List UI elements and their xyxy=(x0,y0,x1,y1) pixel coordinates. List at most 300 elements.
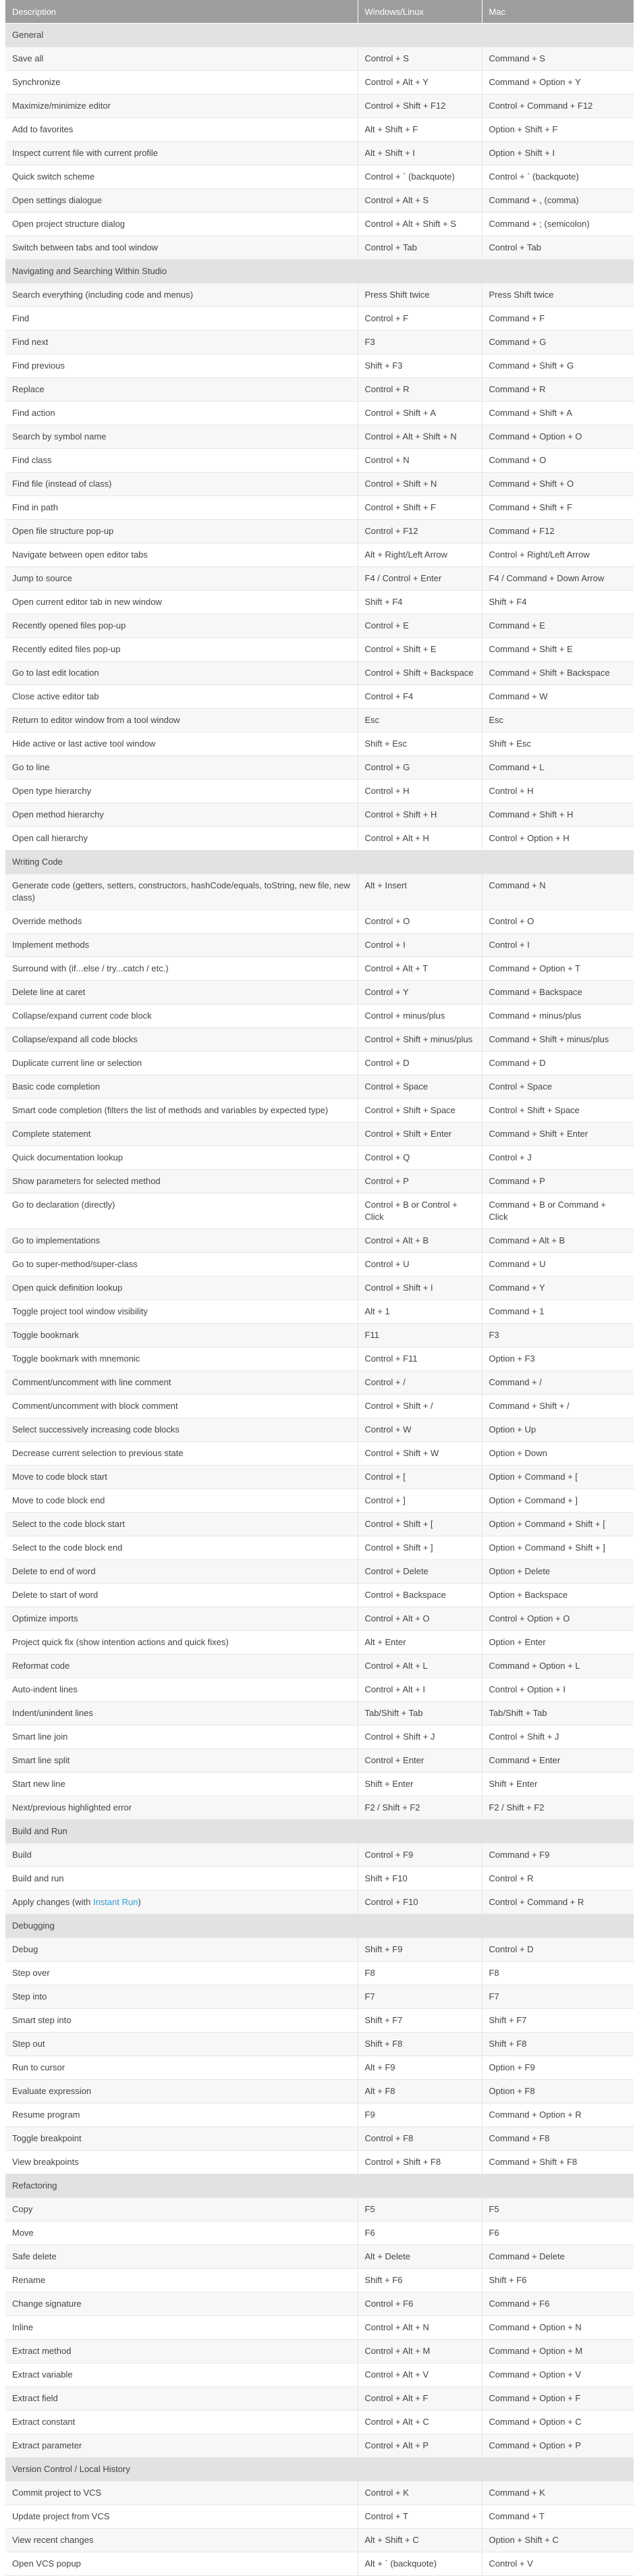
table-row xyxy=(5,1170,634,1193)
mac-shortcut: Option + Command + Shift + ] xyxy=(482,1536,634,1560)
windows-shortcut: Shift + F7 xyxy=(358,2009,482,2033)
windows-shortcut: Control + minus/plus xyxy=(358,1004,482,1028)
windows-shortcut: Alt + ` (backquote) xyxy=(358,2552,482,2576)
mac-shortcut: Option + Shift + C xyxy=(482,2529,634,2552)
table-row xyxy=(5,2222,634,2245)
mac-shortcut: Control + Option + O xyxy=(482,1607,634,1631)
windows-shortcut: Control + F6 xyxy=(358,2292,482,2316)
action-description: Project quick fix (show intention actions and quick fixes) xyxy=(5,1631,358,1655)
table-row xyxy=(5,910,634,934)
table-row xyxy=(5,2316,634,2340)
action-description: Basic code completion xyxy=(5,1075,358,1099)
windows-shortcut: Control + Alt + H xyxy=(358,827,482,851)
mac-shortcut: Command + Option + V xyxy=(482,2363,634,2387)
action-description: Inline xyxy=(5,2316,358,2340)
table-row xyxy=(5,662,634,685)
mac-shortcut: Command + Option + O xyxy=(482,425,634,449)
table-row xyxy=(5,1844,634,1867)
table-row xyxy=(5,520,634,543)
action-description: Find next xyxy=(5,331,358,354)
table-row xyxy=(5,1099,634,1123)
table-row xyxy=(5,1725,634,1749)
windows-shortcut: Control + Alt + Y xyxy=(358,71,482,95)
table-row xyxy=(5,2269,634,2292)
action-description: Navigate between open editor tabs xyxy=(5,543,358,567)
column-header-description: Description xyxy=(5,0,358,24)
action-description: Select to the code block start xyxy=(5,1513,358,1536)
action-description: Indent/unindent lines xyxy=(5,1702,358,1725)
table-row xyxy=(5,614,634,638)
table-row xyxy=(5,827,634,851)
action-description: Reformat code xyxy=(5,1655,358,1678)
mac-shortcut: Shift + Enter xyxy=(482,1773,634,1796)
mac-shortcut: Command + Enter xyxy=(482,1749,634,1773)
windows-shortcut: F8 xyxy=(358,1962,482,1985)
action-description: Update project from VCS xyxy=(5,2505,358,2529)
table-row xyxy=(5,1371,634,1395)
windows-shortcut: Control + F10 xyxy=(358,1891,482,1914)
action-description: Open settings dialogue xyxy=(5,189,358,213)
mac-shortcut: Command + / xyxy=(482,1371,634,1395)
mac-shortcut: Command + D xyxy=(482,1052,634,1075)
table-row xyxy=(5,2245,634,2269)
table-row xyxy=(5,1466,634,1489)
action-description: Copy xyxy=(5,2198,358,2222)
windows-shortcut: Alt + Right/Left Arrow xyxy=(358,543,482,567)
mac-shortcut: Option + Delete xyxy=(482,1560,634,1584)
windows-shortcut: Control + Alt + I xyxy=(358,1678,482,1702)
windows-shortcut: Control + T xyxy=(358,2505,482,2529)
windows-shortcut: F11 xyxy=(358,1324,482,1347)
table-row xyxy=(5,2103,634,2127)
table-row xyxy=(5,1418,634,1442)
windows-shortcut: Alt + F9 xyxy=(358,2056,482,2080)
mac-shortcut: Command + Option + N xyxy=(482,2316,634,2340)
windows-shortcut: Control + Alt + Shift + S xyxy=(358,213,482,236)
mac-shortcut: Control + Space xyxy=(482,1075,634,1099)
mac-shortcut: Shift + Esc xyxy=(482,732,634,756)
mac-shortcut: Option + Command + Shift + [ xyxy=(482,1513,634,1536)
action-description: Override methods xyxy=(5,910,358,934)
table-row xyxy=(5,1584,634,1607)
mac-shortcut: Command + F xyxy=(482,307,634,331)
mac-shortcut: Option + Up xyxy=(482,1418,634,1442)
table-row xyxy=(5,1891,634,1914)
mac-shortcut: Command + Shift + Backspace xyxy=(482,662,634,685)
mac-shortcut: F4 / Command + Down Arrow xyxy=(482,567,634,591)
windows-shortcut: F4 / Control + Enter xyxy=(358,567,482,591)
windows-shortcut: Control + P xyxy=(358,1170,482,1193)
action-description: Extract field xyxy=(5,2387,358,2411)
windows-shortcut: Control + Space xyxy=(358,1075,482,1099)
section-header-build-and-run xyxy=(5,1820,634,1844)
windows-shortcut: Control + Alt + F xyxy=(358,2387,482,2411)
action-description: Step out xyxy=(5,2033,358,2056)
mac-shortcut: Command + F12 xyxy=(482,520,634,543)
table-row xyxy=(5,1395,634,1418)
windows-shortcut: Control + Shift + ] xyxy=(358,1536,482,1560)
table-row xyxy=(5,331,634,354)
table-row xyxy=(5,756,634,780)
table-row xyxy=(5,307,634,331)
mac-shortcut: Option + F3 xyxy=(482,1347,634,1371)
action-description: Select successively increasing code blocks xyxy=(5,1418,358,1442)
action-description: Decrease current selection to previous state xyxy=(5,1442,358,1466)
table-row xyxy=(5,1631,634,1655)
mac-shortcut: Option + Shift + I xyxy=(482,142,634,165)
mac-shortcut: Command + minus/plus xyxy=(482,1004,634,1028)
action-description: Open call hierarchy xyxy=(5,827,358,851)
windows-shortcut: Control + Alt + Shift + N xyxy=(358,425,482,449)
action-description: Replace xyxy=(5,378,358,402)
section-title: Writing Code xyxy=(5,851,634,874)
table-row xyxy=(5,780,634,803)
windows-shortcut: F2 / Shift + F2 xyxy=(358,1796,482,1820)
mac-shortcut: Shift + F6 xyxy=(482,2269,634,2292)
action-description: Resume program xyxy=(5,2103,358,2127)
mac-shortcut: Command + S xyxy=(482,47,634,71)
table-row xyxy=(5,1655,634,1678)
mac-shortcut: Press Shift twice xyxy=(482,284,634,307)
mac-shortcut: Command + Delete xyxy=(482,2245,634,2269)
mac-shortcut: Command + F6 xyxy=(482,2292,634,2316)
mac-shortcut: Control + Shift + Space xyxy=(482,1099,634,1123)
mac-shortcut: Command + K xyxy=(482,2481,634,2505)
windows-shortcut: Control + Shift + [ xyxy=(358,1513,482,1536)
mac-shortcut: Command + Shift + F xyxy=(482,496,634,520)
windows-shortcut: Alt + Enter xyxy=(358,1631,482,1655)
action-description: Recently opened files pop-up xyxy=(5,614,358,638)
action-description: Move xyxy=(5,2222,358,2245)
action-description: Hide active or last active tool window xyxy=(5,732,358,756)
windows-shortcut: Alt + Shift + I xyxy=(358,142,482,165)
windows-shortcut: Control + Alt + M xyxy=(358,2340,482,2363)
table-row xyxy=(5,165,634,189)
mac-shortcut: Command + R xyxy=(482,378,634,402)
mac-shortcut: Command + T xyxy=(482,2505,634,2529)
action-description: Go to declaration (directly) xyxy=(5,1193,358,1229)
mac-shortcut: Command + F9 xyxy=(482,1844,634,1867)
windows-shortcut: Control + Alt + T xyxy=(358,957,482,981)
table-row xyxy=(5,567,634,591)
windows-shortcut: Control + F xyxy=(358,307,482,331)
action-description: Open VCS popup xyxy=(5,2552,358,2576)
table-row xyxy=(5,1938,634,1962)
mac-shortcut: Command + N xyxy=(482,874,634,910)
action-description: Recently edited files pop-up xyxy=(5,638,358,662)
table-row xyxy=(5,213,634,236)
action-description: Toggle breakpoint xyxy=(5,2127,358,2151)
table-row xyxy=(5,1052,634,1075)
action-description: Delete line at caret xyxy=(5,981,358,1004)
section-header-debugging xyxy=(5,1914,634,1938)
table-row xyxy=(5,2387,634,2411)
action-description: Find class xyxy=(5,449,358,473)
action-description: Quick switch scheme xyxy=(5,165,358,189)
table-row xyxy=(5,2080,634,2103)
windows-shortcut: Shift + F9 xyxy=(358,1938,482,1962)
action-description: Move to code block start xyxy=(5,1466,358,1489)
table-row xyxy=(5,1489,634,1513)
mac-shortcut: Command + Option + L xyxy=(482,1655,634,1678)
table-row xyxy=(5,118,634,142)
table-row xyxy=(5,1277,634,1300)
windows-shortcut: Control + Alt + C xyxy=(358,2411,482,2434)
action-description: Find action xyxy=(5,402,358,425)
windows-shortcut: Control + Shift + F12 xyxy=(358,95,482,118)
action-description: Open type hierarchy xyxy=(5,780,358,803)
windows-shortcut: Control + Shift + Enter xyxy=(358,1123,482,1146)
mac-shortcut: Option + F9 xyxy=(482,2056,634,2080)
table-row xyxy=(5,1702,634,1725)
action-description: Find xyxy=(5,307,358,331)
table-row xyxy=(5,284,634,307)
windows-shortcut: Control + Alt + V xyxy=(358,2363,482,2387)
action-description: Smart line split xyxy=(5,1749,358,1773)
action-description: Save all xyxy=(5,47,358,71)
mac-shortcut: Command + U xyxy=(482,1253,634,1277)
mac-shortcut: Control + Option + H xyxy=(482,827,634,851)
mac-shortcut: Tab/Shift + Tab xyxy=(482,1702,634,1725)
mac-shortcut: Control + I xyxy=(482,934,634,957)
action-description: Open method hierarchy xyxy=(5,803,358,827)
windows-shortcut: Esc xyxy=(358,709,482,732)
table-row xyxy=(5,402,634,425)
table-row xyxy=(5,378,634,402)
action-description: Delete to start of word xyxy=(5,1584,358,1607)
mac-shortcut: Control + Command + R xyxy=(482,1891,634,1914)
table-row xyxy=(5,1962,634,1985)
mac-shortcut: Option + Backspace xyxy=(482,1584,634,1607)
mac-shortcut: Control + ` (backquote) xyxy=(482,165,634,189)
action-description: Close active editor tab xyxy=(5,685,358,709)
mac-shortcut: Command + Shift + Enter xyxy=(482,1123,634,1146)
action-description: Open project structure dialog xyxy=(5,213,358,236)
mac-shortcut: Command + Option + Y xyxy=(482,71,634,95)
table-row xyxy=(5,1867,634,1891)
table-row xyxy=(5,1536,634,1560)
action-description: Debug xyxy=(5,1938,358,1962)
windows-shortcut: Control + Q xyxy=(358,1146,482,1170)
action-description: Go to implementations xyxy=(5,1229,358,1253)
table-row xyxy=(5,449,634,473)
mac-shortcut: Option + Command + ] xyxy=(482,1489,634,1513)
action-description: Jump to source xyxy=(5,567,358,591)
mac-shortcut: Command + Shift + G xyxy=(482,354,634,378)
windows-shortcut: Control + F12 xyxy=(358,520,482,543)
mac-shortcut: Command + L xyxy=(482,756,634,780)
windows-shortcut: Control + Alt + O xyxy=(358,1607,482,1631)
table-row xyxy=(5,934,634,957)
windows-shortcut: Alt + Insert xyxy=(358,874,482,910)
action-description: Go to super-method/super-class xyxy=(5,1253,358,1277)
mac-shortcut: Shift + F8 xyxy=(482,2033,634,2056)
action-description: Safe delete xyxy=(5,2245,358,2269)
mac-shortcut: Command + Alt + B xyxy=(482,1229,634,1253)
action-description: Smart code completion (filters the list of methods and variables by expected type) xyxy=(5,1099,358,1123)
windows-shortcut: Control + Shift + I xyxy=(358,1277,482,1300)
table-row xyxy=(5,2198,634,2222)
mac-shortcut: Control + V xyxy=(482,2552,634,2576)
windows-shortcut: Control + Shift + F xyxy=(358,496,482,520)
table-row xyxy=(5,1123,634,1146)
mac-shortcut: Command + Y xyxy=(482,1277,634,1300)
action-description: Add to favorites xyxy=(5,118,358,142)
table-row xyxy=(5,2292,634,2316)
mac-shortcut: F3 xyxy=(482,1324,634,1347)
instant-run-link[interactable]: Instant Run xyxy=(92,1897,138,1907)
windows-shortcut: Control + Shift + / xyxy=(358,1395,482,1418)
column-header-windows: Windows/Linux xyxy=(358,0,482,24)
table-row xyxy=(5,71,634,95)
action-description: Find in path xyxy=(5,496,358,520)
mac-shortcut: Command + , (comma) xyxy=(482,189,634,213)
windows-shortcut: Control + Shift + minus/plus xyxy=(358,1028,482,1052)
table-row xyxy=(5,1607,634,1631)
windows-shortcut: Control + Tab xyxy=(358,236,482,260)
action-description: Step over xyxy=(5,1962,358,1985)
table-row xyxy=(5,2151,634,2174)
windows-shortcut: Control + Alt + N xyxy=(358,2316,482,2340)
table-row xyxy=(5,591,634,614)
action-description: Build and run xyxy=(5,1867,358,1891)
table-row xyxy=(5,142,634,165)
table-body xyxy=(5,24,634,2576)
table-row xyxy=(5,1749,634,1773)
table-row xyxy=(5,957,634,981)
windows-shortcut: Control + Shift + H xyxy=(358,803,482,827)
action-description: Search everything (including code and menus) xyxy=(5,284,358,307)
section-header-version-control-local-history xyxy=(5,2458,634,2481)
windows-shortcut: Control + G xyxy=(358,756,482,780)
windows-shortcut: Shift + F8 xyxy=(358,2033,482,2056)
windows-shortcut: Control + Delete xyxy=(358,1560,482,1584)
table-row xyxy=(5,2033,634,2056)
windows-shortcut: Tab/Shift + Tab xyxy=(358,1702,482,1725)
action-description: Extract constant xyxy=(5,2411,358,2434)
mac-shortcut: Command + Shift + / xyxy=(482,1395,634,1418)
table-row xyxy=(5,425,634,449)
action-description: Optimize imports xyxy=(5,1607,358,1631)
windows-shortcut: F5 xyxy=(358,2198,482,2222)
windows-shortcut: Alt + F8 xyxy=(358,2080,482,2103)
windows-shortcut: Control + I xyxy=(358,934,482,957)
windows-shortcut: Press Shift twice xyxy=(358,284,482,307)
windows-shortcut: Control + Y xyxy=(358,981,482,1004)
action-description: Commit project to VCS xyxy=(5,2481,358,2505)
windows-shortcut: Alt + 1 xyxy=(358,1300,482,1324)
windows-shortcut: Control + F8 xyxy=(358,2127,482,2151)
windows-shortcut: Control + S xyxy=(358,47,482,71)
windows-shortcut: Control + ` (backquote) xyxy=(358,165,482,189)
section-title: Version Control / Local History xyxy=(5,2458,634,2481)
mac-shortcut: Command + Option + P xyxy=(482,2434,634,2458)
action-description: Duplicate current line or selection xyxy=(5,1052,358,1075)
action-description: Collapse/expand current code block xyxy=(5,1004,358,1028)
mac-shortcut: Command + 1 xyxy=(482,1300,634,1324)
action-description: View breakpoints xyxy=(5,2151,358,2174)
mac-shortcut: Command + Option + T xyxy=(482,957,634,981)
windows-shortcut: Control + Shift + Space xyxy=(358,1099,482,1123)
windows-shortcut: Control + Alt + S xyxy=(358,189,482,213)
mac-shortcut: Command + Option + R xyxy=(482,2103,634,2127)
action-description: View recent changes xyxy=(5,2529,358,2552)
table-row xyxy=(5,1300,634,1324)
action-description: Next/previous highlighted error xyxy=(5,1796,358,1820)
mac-shortcut: Command + P xyxy=(482,1170,634,1193)
table-row xyxy=(5,874,634,910)
table-row xyxy=(5,543,634,567)
windows-shortcut: Control + Shift + A xyxy=(358,402,482,425)
action-description: Switch between tabs and tool window xyxy=(5,236,358,260)
mac-shortcut: Control + D xyxy=(482,1938,634,1962)
action-description: Quick documentation lookup xyxy=(5,1146,358,1170)
table-row xyxy=(5,473,634,496)
table-row xyxy=(5,496,634,520)
mac-shortcut: Command + Shift + A xyxy=(482,402,634,425)
action-description: Comment/uncomment with block comment xyxy=(5,1395,358,1418)
action-description: Show parameters for selected method xyxy=(5,1170,358,1193)
table-row xyxy=(5,236,634,260)
section-title: Debugging xyxy=(5,1914,634,1938)
action-description: Open current editor tab in new window xyxy=(5,591,358,614)
windows-shortcut: Shift + Enter xyxy=(358,1773,482,1796)
table-row xyxy=(5,2127,634,2151)
mac-shortcut: Command + W xyxy=(482,685,634,709)
action-description: Apply changes (with Instant Run) xyxy=(5,1891,358,1914)
windows-shortcut: Control + Alt + L xyxy=(358,1655,482,1678)
windows-shortcut: F6 xyxy=(358,2222,482,2245)
windows-shortcut: Control + Shift + Backspace xyxy=(358,662,482,685)
action-description: Open file structure pop-up xyxy=(5,520,358,543)
windows-shortcut: Control + O xyxy=(358,910,482,934)
mac-shortcut: Control + Command + F12 xyxy=(482,95,634,118)
windows-shortcut: Control + H xyxy=(358,780,482,803)
mac-shortcut: Control + Tab xyxy=(482,236,634,260)
action-description: Generate code (getters, setters, constructors, hashCode/equals, toString, new file, new class) xyxy=(5,874,358,910)
action-description: Toggle project tool window visibility xyxy=(5,1300,358,1324)
table-row xyxy=(5,2009,634,2033)
mac-shortcut: Option + Command + [ xyxy=(482,1466,634,1489)
action-description: Extract method xyxy=(5,2340,358,2363)
table-row xyxy=(5,2481,634,2505)
action-description: Comment/uncomment with line comment xyxy=(5,1371,358,1395)
action-description: Collapse/expand all code blocks xyxy=(5,1028,358,1052)
table-row xyxy=(5,47,634,71)
action-description: Find file (instead of class) xyxy=(5,473,358,496)
mac-shortcut: Command + Shift + H xyxy=(482,803,634,827)
table-row xyxy=(5,1146,634,1170)
windows-shortcut: Control + Shift + J xyxy=(358,1725,482,1749)
windows-shortcut: Control + D xyxy=(358,1052,482,1075)
table-row xyxy=(5,685,634,709)
mac-shortcut: F5 xyxy=(482,2198,634,2222)
mac-shortcut: Control + Option + I xyxy=(482,1678,634,1702)
action-description: Toggle bookmark xyxy=(5,1324,358,1347)
table-row xyxy=(5,1773,634,1796)
windows-shortcut: Shift + F10 xyxy=(358,1867,482,1891)
windows-shortcut: Alt + Shift + C xyxy=(358,2529,482,2552)
mac-shortcut: Option + Shift + F xyxy=(482,118,634,142)
windows-shortcut: Control + [ xyxy=(358,1466,482,1489)
mac-shortcut: Control + Right/Left Arrow xyxy=(482,543,634,567)
table-row xyxy=(5,95,634,118)
table-row xyxy=(5,1347,634,1371)
mac-shortcut: Command + Shift + F8 xyxy=(482,2151,634,2174)
mac-shortcut: Command + Option + C xyxy=(482,2411,634,2434)
column-header-mac: Mac xyxy=(482,0,634,24)
table-row xyxy=(5,1985,634,2009)
